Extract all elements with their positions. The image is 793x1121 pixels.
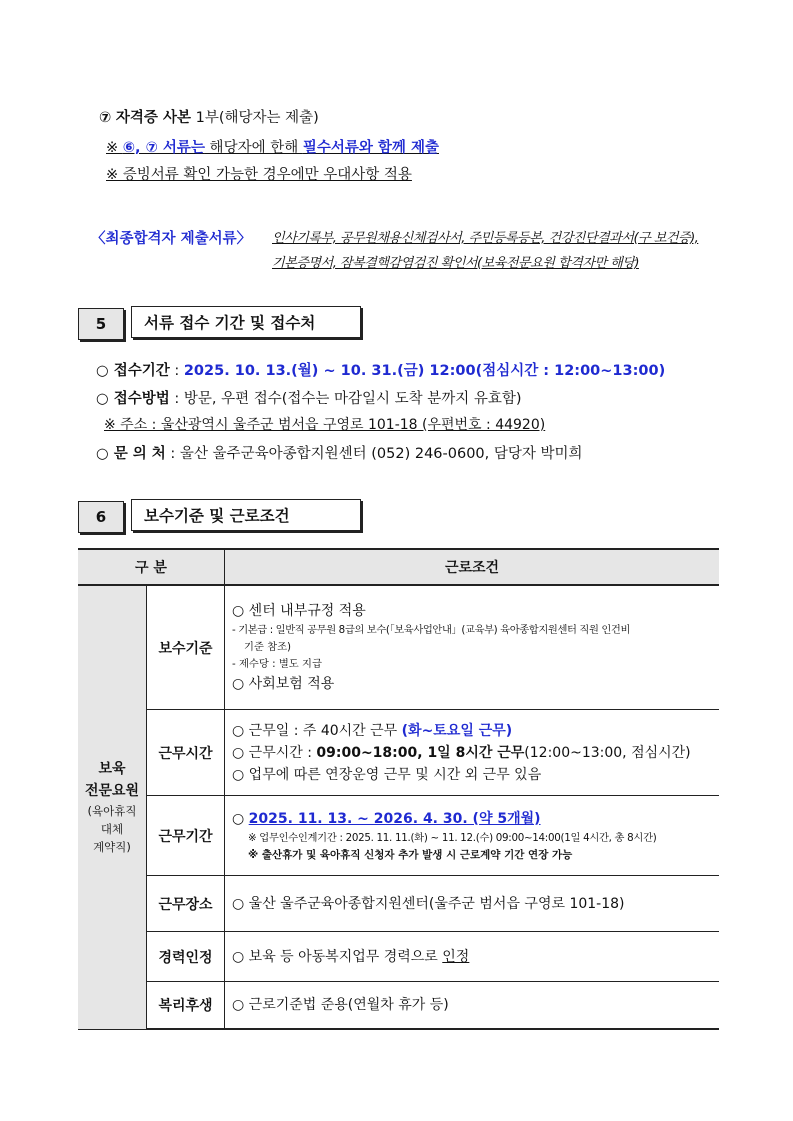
group-sub1: (육아휴직 [87, 804, 137, 819]
pay-content [225, 585, 720, 710]
period-line [96, 359, 665, 380]
term-content [225, 796, 720, 876]
pay-l5: ○ 사회보험 적용 [232, 676, 335, 692]
period-value: 2025. 10. 13.(월) ~ 10. 31.(금) 12:00(점심시간 : 12:00~13:00) [183, 363, 666, 379]
section6-title: 보수기준 및 근로조건 [131, 499, 361, 531]
note-mid: 해당자에 한해 [204, 140, 303, 156]
table-row-career [78, 932, 719, 982]
term-l2: ※ 업무인수인계기간 : 2025. 11. 11.(화) ~ 11. 12.(수) 09:00~14:00(1일 4시간, 총 8시간) [248, 831, 657, 844]
pay-l4: - 제수당 : 별도 지급 [232, 658, 322, 670]
hours-label: 근무시간 [147, 710, 225, 796]
pay-label: 보수기준 [147, 585, 225, 710]
method-label: ○ 접수방법 [96, 391, 170, 407]
table-row-pay [78, 585, 719, 710]
method-line [96, 387, 522, 408]
career-l1b: 인정 [442, 948, 470, 965]
group-cell [78, 585, 147, 1029]
term-l3: ※ 출산휴가 및 육아휴직 신청자 추가 발생 시 근로계약 기간 연장 가능 [248, 848, 573, 861]
welfare-label: 복리후생 [147, 982, 225, 1030]
note-blue-b: 필수서류와 함께 제출 [302, 140, 439, 156]
hours-l3: ○ 업무에 따른 연장운영 근무 및 시간 외 근무 있음 [232, 766, 542, 783]
group-line2: 전문요원 [84, 783, 140, 800]
period-label: ○ 접수기간 [96, 363, 170, 379]
section6-number: 6 [78, 501, 124, 533]
table-row-welfare [78, 982, 719, 1030]
pay-l3: 기준 참조) [244, 641, 292, 653]
hours-l2b: 09:00~18:00, 1일 8시간 근무 [316, 744, 525, 761]
pay-l1: ○ 센터 내부규정 적용 [232, 603, 366, 619]
group-line1: 보육 [98, 761, 126, 778]
contact-line [96, 442, 583, 463]
header-division: 구 분 [78, 549, 225, 585]
final-docs-line1: 인사기록부, 공무원채용신체검사서, 주민등록등본, 건강진단결과서(구 보건증), [272, 231, 699, 246]
term-l1b: 2025. 11. 13. ~ 2026. 4. 30. (약 5개월) [248, 810, 541, 827]
item7-title: 자격증 사본 [115, 110, 191, 126]
address-line: ※ 주소 : 울산광역시 울주군 범서읍 구영로 101-18 (우편번호 : 44920) [104, 417, 546, 433]
hours-l2a: ○ 근무시간 : [232, 744, 317, 761]
place-content [225, 876, 720, 932]
career-content [225, 932, 720, 982]
pay-l2: - 기본급 : 일반직 공무원 8급의 보수(「보육사업안내」(교육부) 육아종합지원센터 직원 인건비 [232, 624, 631, 636]
welfare-content [225, 982, 720, 1030]
contact-label: ○ 문 의 처 [96, 446, 166, 462]
section5-title: 서류 접수 기간 및 접수처 [131, 306, 361, 338]
term-l1a: ○ [232, 810, 249, 827]
final-docs-line2: 기본증명서, 잠복결핵감염검진 확인서(보육전문요원 합격자만 해당) [272, 256, 639, 271]
table-row-place [78, 876, 719, 932]
group-sub2: 대체 [100, 822, 124, 837]
place-l1: ○ 울산 울주군육아종합지원센터(울주군 범서읍 구영로 101-18) [232, 895, 625, 912]
term-label: 근무기간 [147, 796, 225, 876]
hours-l1b: (화~토요일 근무) [401, 722, 513, 739]
hours-l2c: (12:00~13:00, 점심시간) [524, 744, 691, 761]
group-sub3: 계약직) [93, 840, 131, 855]
place-label: 근무장소 [147, 876, 225, 932]
contact-value: : 울산 울주군육아종합지원센터 (052) 246-0600, 담당자 박미희 [165, 446, 583, 462]
item7-number: ⑦ [99, 110, 112, 126]
header-condition: 근로조건 [225, 549, 720, 585]
career-l1a: ○ 보육 등 아동복지업무 경력으로 [232, 948, 443, 965]
table-header-row [78, 549, 719, 585]
note-required [106, 136, 439, 157]
career-label: 경력인정 [147, 932, 225, 982]
final-docs-label: 〈최종합격자 제출서류〉 [91, 231, 252, 247]
working-conditions-table [78, 548, 719, 1030]
hours-l1a: ○ 근무일 : 주 40시간 근무 [232, 722, 402, 739]
note-preference: ※ 증빙서류 확인 가능한 경우에만 우대사항 적용 [106, 167, 412, 183]
section5-number: 5 [78, 308, 124, 340]
method-value: : 방문, 우편 접수(접수는 마감일시 도착 분까지 유효함) [169, 391, 522, 407]
table-row-hours [78, 710, 719, 796]
note-mark: ※ [106, 140, 123, 156]
period-sep: : [169, 363, 184, 379]
welfare-l1: ○ 근로기준법 준용(연월차 휴가 등) [232, 997, 449, 1013]
hours-content [225, 710, 720, 796]
item7-line [99, 106, 319, 127]
table-row-term [78, 796, 719, 876]
note-blue-a: ⑥, ⑦ 서류는 [122, 140, 205, 156]
item7-desc: 1부(해당자는 제출) [190, 110, 319, 126]
